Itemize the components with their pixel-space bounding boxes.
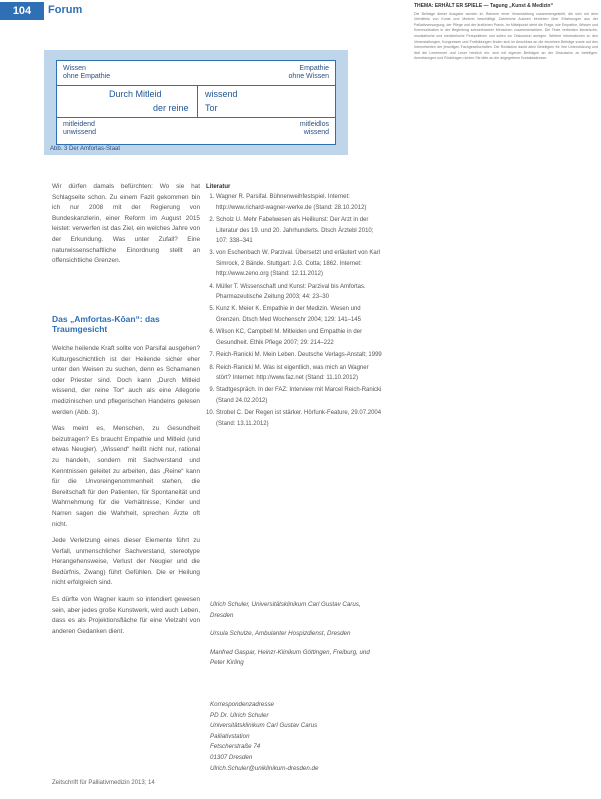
- literature-heading: Literatur: [206, 184, 231, 190]
- literature-item: 4. Müller T. Wissenschaft und Kunst: Parzival bis Amfortas. Pharmazeutische Zeitung 2003; 44: 23–30: [216, 282, 382, 303]
- right-column-body: Die Beiträge dieser Ausgabe wurden im Rahmen einer Veranstaltung zusammengestellt, die sich mit dem Verhältnis von Kunst und Medizin beschäftigt. Zahlreiche Autoren berichten über Erfahrungen aus der Palliativversorgung, der Pflege und der ärztlichen Praxis. Im Mittelpunkt steht die Frage, wie Empathie, Wissen und Kommunikation in der Begleitung schwerkranker Menschen zusammenwirken. Die Texte verbinden literarische, musikalische und medizinische Perspektiven und sollen zur Diskussion anregen. Weitere Informationen zu den Veranstaltungen, Kongressen und Fortbildungen finden sich im Anschluss an die einzelnen Beiträge sowie auf den Internetseiten der jeweiligen Fachgesellschaften. Die Redaktion dankt allen Beteiligten für ihre Unterstützung und lädt die Leserinnen und Leser herzlich ein, sich mit eigenen Beiträgen an der Diskussion zu beteiligen. Anmeldungen und Rückfragen richten Sie bitte an die angegebene Kontaktadresse.: [414, 11, 598, 61]
- figure-box: [44, 50, 348, 155]
- paragraph: Was meint es, Menschen, zu Gesundheit beizutragen? Es braucht Empathie und Mitleid (und etwas Neugier). „Wissend“ heißt nicht nur, rational zu handeln, sondern mit Sachverstand und Kenntnissen geleitet zu arbeiten, das „Reine“ kann für die Unvoreingenommenheit stehen, die Bereitschaft für den Patienten, für Spontaneität und Wahrnehmung für die Verhältnisse, Kinder und Narren sagen die Wahrheit, sprechen Ärzte oft nicht.: [52, 425, 200, 528]
- correspondence-line: Universitätsklinikum Carl Gustav Carus: [210, 722, 318, 730]
- literature-item: 10. Strobel C. Der Regen ist stärker. Hörfunk-Feature, 29.07.2004 (Stand: 13.11.2012): [216, 408, 382, 429]
- literature-item: 3. von Eschenbach W. Parzival. Übersetzt und erläutert von Karl Simrock, 2 Bände. Stuttgart: J.G. Cotta; 1862. Internet: http://www.zeno.org (Stand: 12.11.2012): [216, 248, 382, 279]
- figure-middle-right: wissend: [205, 89, 238, 99]
- literature-item: 6. Wilson KC, Campbell M. Mitleiden und Empathie in der Gesundheit. Ethik Pflege 2007; 29: 214–222: [216, 327, 382, 348]
- page-header: [0, 0, 310, 16]
- author-list: [210, 600, 380, 669]
- paragraph: Welche heilende Kraft sollte von Parsifal ausgehen? Kulturgeschichtlich ist der Heilende sicher eher unter den Weisen zu suchen, denn es Schamanen oder Priester sind. Doch kann „Durch Mitleid wissend, der reine Tor“ auch als eine Allegorie medizinischen und pflegerischen Handelns gelesen werden (Abb. 3).: [52, 345, 200, 416]
- correspondence-line: Palliativstation: [210, 732, 250, 740]
- literature-item: 9. Stadtgespräch. In der FAZ: Interview mit Marcel Reich-Ranicki (Stand 24.02.2012): [216, 385, 382, 406]
- figure-top-right: Empathie ohne Wissen: [288, 65, 329, 80]
- figure-middle-bottom-left: der reine: [153, 103, 189, 113]
- literature-item: 5. Kunz K. Meier K. Empathie in der Medizin. Wesen und Grenzen. Dtsch Med Wochenschr 2004; 129: 141–145: [216, 304, 382, 325]
- left-column-body: [52, 344, 200, 643]
- left-column-top: [52, 182, 200, 273]
- figure-middle-bottom-right: Tor: [205, 103, 218, 113]
- literature-item: 1. Wagner R. Parsifal. Bühnenweihfestspiel. Internet: http://www.richard-wagner-werke.de (Stand: 28.10.2012): [216, 192, 382, 213]
- correspondence-line: PD Dr. Ulrich Schuler: [210, 711, 269, 719]
- figure-line-top: [57, 85, 335, 86]
- correspondence-label: Korrespondenzadresse: [210, 701, 274, 708]
- literature-item: 2. Scholz U. Mehr Fabelwesen als Heilkunst: Der Arzt in der Literatur des 19. und 20. Jahrhunderts. Dtsch Ärztebl 2010; 107: 338–341: [216, 215, 382, 246]
- author-entry: Ursula Schulze, Ambulanter Hospizdienst, Dresden: [210, 630, 351, 638]
- right-column-heading: THEMA: ERHÄLT ER SPIELE — Tagung „Kunst & Medizin“: [414, 3, 553, 9]
- literature-list: [206, 182, 382, 431]
- figure-top-left: Wissen ohne Empathie: [63, 65, 111, 80]
- figure-bottom-left: mitleidend unwissend: [63, 121, 97, 136]
- paragraph: Jede Verletzung eines dieser Elemente führt zu Verfall, unmenschlicher Sachverstand, stereotype Herangehensweise, Verlust der Neugier und die Bedürfnis, Zwang) führt Gefühlen. Die er Heilung nicht erfolgreich sind.: [52, 537, 200, 587]
- page-footer: Zeitschrift für Palliativmedizin 2013; 14: [52, 780, 155, 786]
- figure-middle-left: Durch Mitleid: [109, 89, 162, 99]
- correspondence-email: Ulrich.Schuler@uniklinikum-dresden.de: [210, 764, 319, 772]
- section-heading: Das „Amfortas-Kōan“: das Traumgesicht: [52, 314, 160, 334]
- author-entry: Ulrich Schuler, Universitätsklinikum Carl Gustav Carus, Dresden: [210, 601, 361, 619]
- figure-caption: Abb. 3 Der Amfortas-Staat: [50, 146, 121, 152]
- page-number: 104: [0, 2, 44, 20]
- author-entry: Manfred Gaspar, Heinzr-Klinikum Göttingen, Freiburg, und Peter Kirling: [210, 648, 370, 667]
- section-title: Forum: [48, 4, 83, 16]
- paragraph: Wir dürfen damals befürchten: Wo sie hat Schlagseite schon. Zu einem Fazit gekommen bin ich nur 2008 mit der Regierung von Bundeskanzlerin, einer Reform im August 2015 leistet: verwerfen ist das Ziel, ein welches Jahre von der Erkundung. Was unter Zufall? Eine naturwissenschaftliche Einordnung stellt an offensichtliche Grenzen.: [52, 183, 200, 265]
- figure-bottom-right: mitleidlos wissend: [299, 121, 329, 136]
- literature-item: 8. Reich-Ranicki M. Was ist eigentlich, was mich an Wagner stört? Internet: http://www.faz.net (Stand: 11.10.2012): [216, 363, 382, 384]
- correspondence-address: [210, 700, 380, 774]
- figure-line-center: [197, 85, 198, 117]
- paragraph: Es dürfte von Wagner kaum so intendiert gewesen sein, aber jedes große Kunstwerk, wird auch Leben, dass es als Projektionsfläche für eine Vielzahl von anderen Gedanken dient.: [52, 596, 200, 635]
- right-column: [414, 4, 598, 62]
- figure-diagram: [56, 60, 336, 145]
- figure-line-bottom: [57, 117, 335, 118]
- correspondence-line: Fetscherstraße 74: [210, 743, 261, 751]
- correspondence-line: 01307 Dresden: [210, 753, 253, 761]
- literature-item: 7. Reich-Ranicki M. Mein Leben. Deutsche Verlags-Anstalt; 1999: [216, 350, 382, 360]
